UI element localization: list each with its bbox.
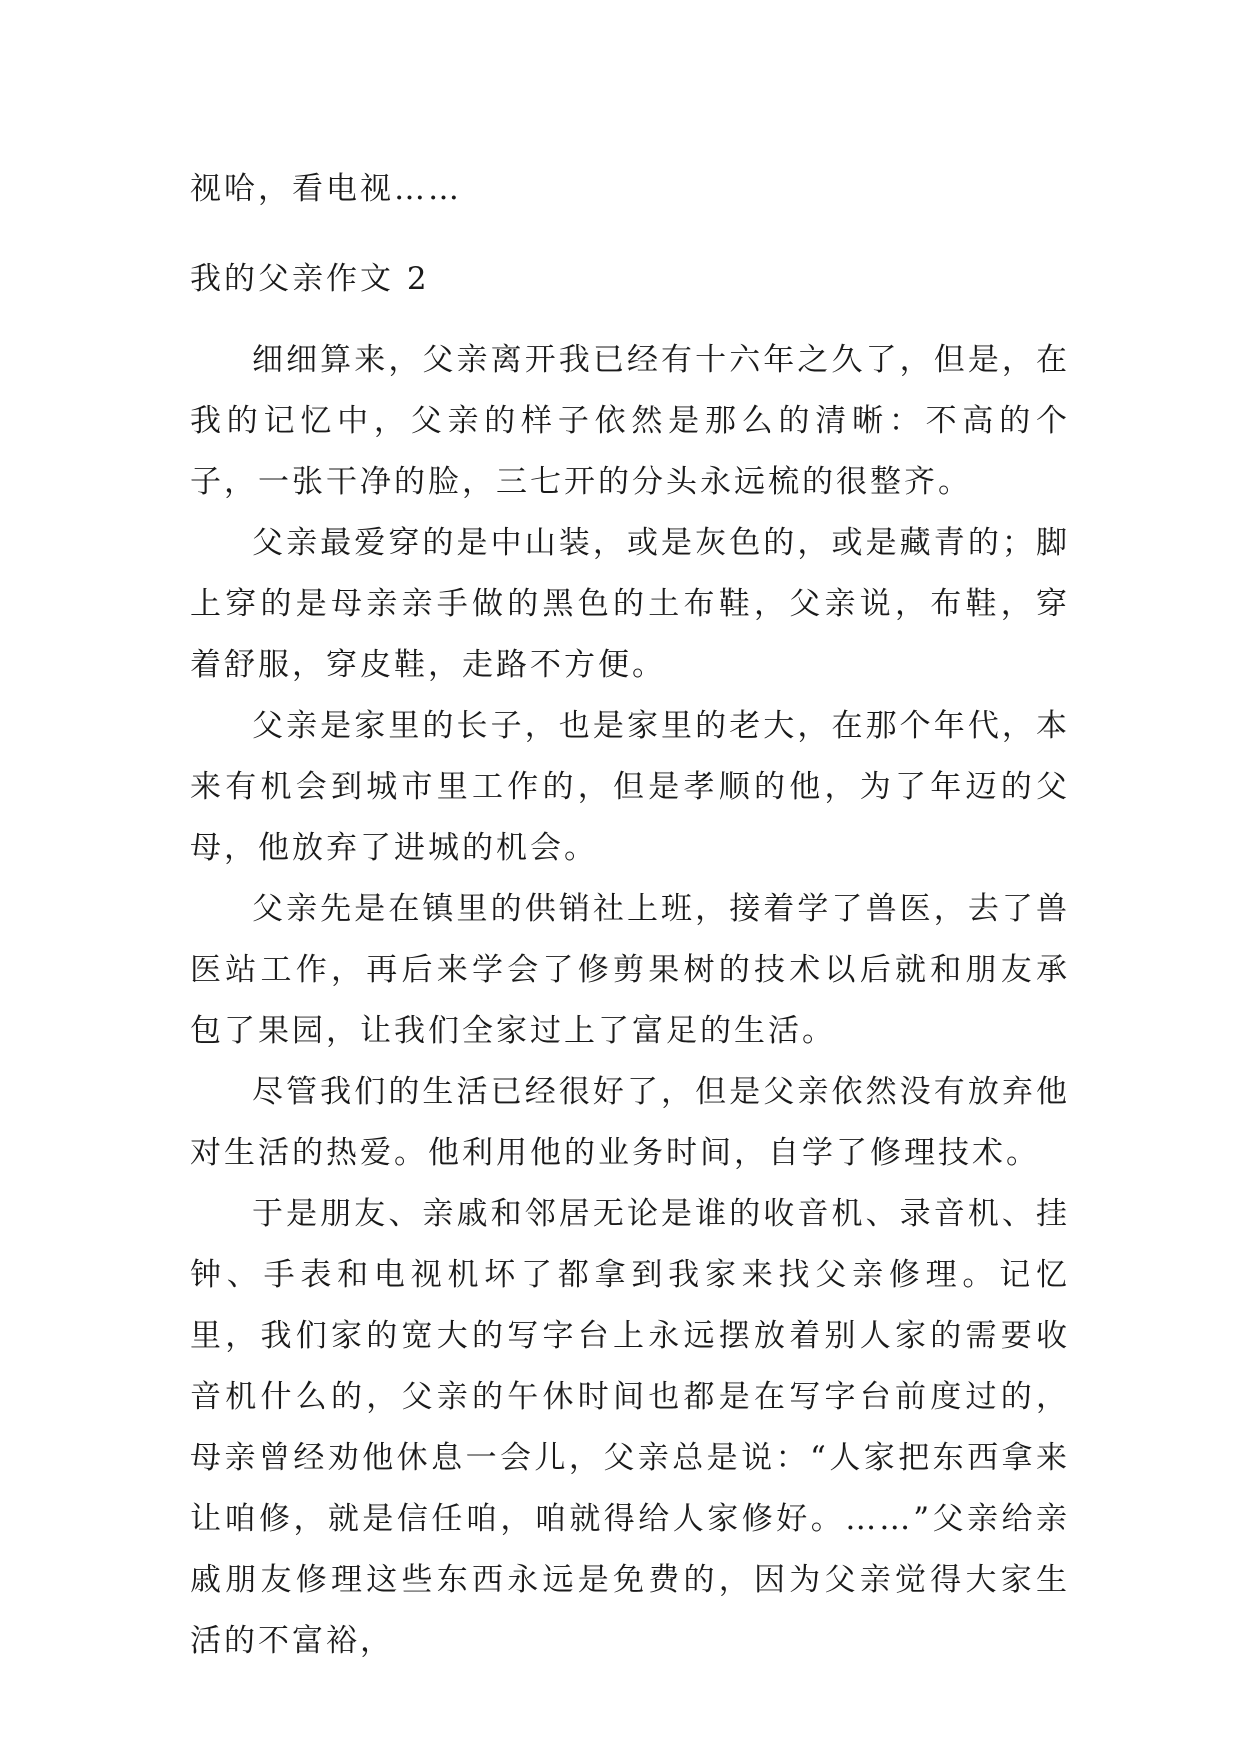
paragraph-4: 父亲先是在镇里的供销社上班，接着学了兽医，去了兽医站工作，再后来学会了修剪果树的技术以后就和朋友承包了果园，让我们全家过上了富足的生活。 [190, 891, 1070, 1049]
essay-body [190, 330, 1070, 1672]
paragraph-3: 父亲是家里的长子，也是家里的老大，在那个年代，本来有机会到城市里工作的，但是孝顺的他，为了年迈的父母，他放弃了进城的机会。 [190, 708, 1070, 866]
paragraph-2: 父亲最爱穿的是中山装，或是灰色的，或是藏青的；脚上穿的是母亲亲手做的黑色的土布鞋，父亲说，布鞋，穿着舒服，穿皮鞋，走路不方便。 [190, 525, 1070, 683]
paragraph-1: 细细算来，父亲离开我已经有十六年之久了，但是，在我的记忆中，父亲的样子依然是那么的清晰：不高的个子，一张干净的脸，三七开的分头永远梳的很整齐。 [190, 342, 1070, 500]
paragraph-6: 于是朋友、亲戚和邻居无论是谁的收音机、录音机、挂钟、手表和电视机坏了都拿到我家来找父亲修理。记忆里，我们家的宽大的写字台上永远摆放着别人家的需要收音机什么的，父亲的午休时间也都是在写字台前度过的，母亲曾经劝他休息一会儿，父亲总是说：“人家把东西拿来让咱修，就是信任咱，咱就得给人家修好。……”父亲给亲戚朋友修理这些东西永远是免费的，因为父亲觉得大家生活的不富裕， [190, 1196, 1070, 1659]
paragraph-5: 尽管我们的生活已经很好了，但是父亲依然没有放弃他对生活的热爱。他利用他的业务时间，自学了修理技术。 [190, 1074, 1070, 1171]
section-title: 我的父亲作文 2 [190, 261, 430, 297]
continuation-text: 视哈，看电视…… [190, 171, 462, 207]
